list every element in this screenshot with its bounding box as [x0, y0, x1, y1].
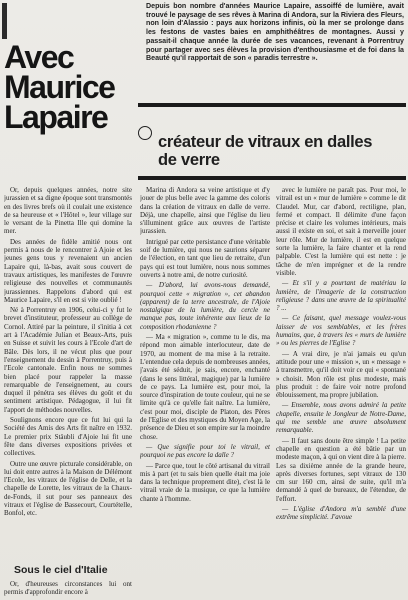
top-rule — [138, 103, 406, 107]
paragraph: Marina di Andora sa veine artistique et d'y jouer de plus belle avec la gamme des coloris dans la création de vitraux en dalle de verre. Déjà, une chapelle, ainsi que l'église du lieu s'illuminent grâce aux œuvres de l'artiste jurassien. — [140, 186, 270, 236]
decorative-rule — [2, 3, 7, 39]
column-1-tail — [4, 580, 132, 600]
title-line: Maurice — [4, 69, 115, 105]
paragraph: Né à Porrentruy en 1906, celui-ci y fut le brevet d'instituteur, professeur au collège de Cornol. Attiré par la peinture, il s'initia à cet art à l'Académie Julian et Beaux-Arts, puis en Suisse et suivit les cours à l'Ecole d'art de Bâle. Dès lors, il ne vécut plus que pour l'enseignement du dessin à Porrentruy, puis à l'Ecole cantonale. Enfin nous ne sommes bien placé pour rappeler la masse remarquable de l'enseignement, au cours duquel il pénétra ses élèves du goût et du sentiment artistique. Pédagogue, il lui fit l'apport de méthodes nouvelles. — [4, 306, 132, 414]
paragraph: Or, depuis quelques années, notre site jurassien et sa digne époque sont transmontés en des livres brefs où il coulait une existence de sa heureuse et « l'Hôtel », leur village sur le versant de la Pinetta Ille qui domine la mer. — [4, 186, 132, 236]
paragraph: — Ensemble, nous avons admiré la petite chapelle, ensuite le Jongleur de Notre-Dame, qui me semble une œuvre absolument remarquable. — [276, 401, 406, 435]
article-title — [4, 39, 134, 135]
title-line: Avec — [4, 39, 74, 75]
paragraph: Soulignons encore que ce fut lui qui la Société des Amis des Arts fit naître en 1932. Le premier prix Stäubli d'Ajoie lui fit une fête dans diverses expositions privées et collectives. — [4, 416, 132, 458]
paragraph: — Parce que, tout le côté artisanal du vitrail mis à part (et tu sais bien quelle était ma joie dans la technique proprement dite), c'est là le vitrail vraie de la musique, ce que la lumière chante à l'homme. — [140, 461, 270, 503]
paragraph: — L'église d'Andora m'a semblé d'une extrême simplicité. J'avoue — [276, 504, 406, 522]
paragraph: — Il faut sans doute être simple ! La petite chapelle en question a été bâtie par un modeste maçon, à qui on vient dire à la pierre. Les sa dixième année de la grande heure, après diverses fortunes, sept vitraux de 130 cm sur 160 cm, ainsi de suite, qu'il m'a demandé à quel de bureaux, de l'étendue, de l'effort. — [276, 436, 406, 503]
paragraph: — A vrai dire, je n'ai jamais eu qu'un attitude pour une « mission », un « message » à transmettre, qu'il doit voir ce qui « spontané » choisit. Mon rôle est plus modeste, mais plus produit : de faire voir notre profond éblouissement, ma propre jubilation. — [276, 349, 406, 400]
intro-paragraph: Depuis bon nombre d'années Maurice Lapaire, assoiffé de lumière, avait trouvé le paysage de ses rêves à Marina di Andora, sur la Riviera des Fleurs, non loin d'Alassio : pays aux horizons infinis, où la mer se prolonge dans les festons de vastes baies en amphithéâtres de montagnes. Aussi y passait-il chaque année la durée de ses vacances, revenant à Porrentruy pour partager avec ses élèves la provision d'enthousiasme et de foi dans la Beauté qu'il rapportait de son « paradis terrestre ». — [146, 2, 404, 63]
column-1 — [4, 186, 132, 558]
paragraph: — Ma « migration », comme tu le dis, ma répond mon aimable interlocuteur, date de 1970, au moment de ma mise à la retraite. L'entendue cela depuis de nombreuses années, j'avais été séduit, je sais, encore, enchanté (dans le sens littéral, magique) par la lumière de ce pays. La lumière est, pour moi, la source d'inspiration de toute couleur, qui ne se limite qu'à ce qu'elle fait naître. La lumière, c'est pour moi, disciple de Platon, des Pères de l'Eglise et des mystiques du Moyen Age, la présence de Dieu et son empire sur la moindre chose. — [140, 333, 270, 441]
paragraph: Des années de fidèle amitié nous ont permis à nous de le rencontrer à Ajoie et les jeunes gens tous y revenaient un ancien Lapaire qui, là-bas, avait sous couvert de travaux artistiques, les manifestes de l'œuvre religieuse des nouvelles et communautés jurassiennes. Rappelons d'abord qui est Maurice Lapaire, s'il en est si vite oublié ! — [4, 237, 132, 304]
paragraph: Intrigué par cette persistance d'une véritable soif de lumière, qui nous ne saurions séparer de l'élection, en tant que lieu de retraite, d'un pays qui est tout lumière, nous nous sommes ouverts à notre ami, de notre curiosité. — [140, 237, 270, 279]
paragraph: Or, d'heureuses circonstances lui ont permis d'approfondir encore à — [4, 580, 132, 597]
section-heading: Sous le ciel d'Italie — [14, 564, 108, 576]
title-line: Lapaire — [4, 99, 108, 135]
paragraph: Outre une œuvre picturale considérable, on lui doit entre autres à la Maison de Délémont l'Ecole, les vitraux de l'église de Delle, et la chapelle de Lorette, les vitraux de la Chaux-de-Fonds, il sut pour ses panneaux des vitraux et l'église de Bassecourt, Courtételle, Bonfol, etc. — [4, 459, 132, 518]
article-subtitle: créateur de vitraux en dalles de verre — [158, 133, 373, 169]
bullet-icon — [138, 126, 152, 140]
paragraph: avec le lumière ne paraît pas. Pour moi, le vitrail est un « mur de lumière » comme le dit Claudel. Mur, car d'abord, rectiligne, plan, fermé et compact. Il délimite d'une façon précise et claire les volumes intérieurs, mais aussi il existe en soi, et sait à merveille jouer leur rôle. Mur de lumière, il est en quelque sorte la lumière, la faire chanter et la rend palpable. C'est la lumière qui est nette : je tâche de m'en imprégner et de la rendre visible. — [276, 186, 406, 277]
bottom-rule — [138, 176, 406, 180]
column-2 — [140, 186, 270, 600]
paragraph: — Et s'il y a pourtant de matériau la lumière, de l'imagerie de la construction religieuse ? dans une œuvre de la spiritualité ? ... — [276, 279, 406, 313]
paragraph: — D'abord, lui avons-nous demandé, pourquoi cette « migration », cet abandon (apparent) de la terre ancestrale, de l'Ajoie nostalgique de la lumière, du cercle ne manque pas, toute inhérente aux lieux de la composition rhodanienne ? — [140, 281, 270, 331]
paragraph: — Que signifie pour toi le vitrail, et pourquoi ne pas encore la dalle ? — [140, 442, 270, 460]
column-3 — [276, 186, 406, 600]
paragraph: — Ce faisant, quel message voulez-vous laisser de vos semblables, et les frères humains, que, à travers les « murs de lumière » ou les pierres de l'Eglise ? — [276, 314, 406, 348]
